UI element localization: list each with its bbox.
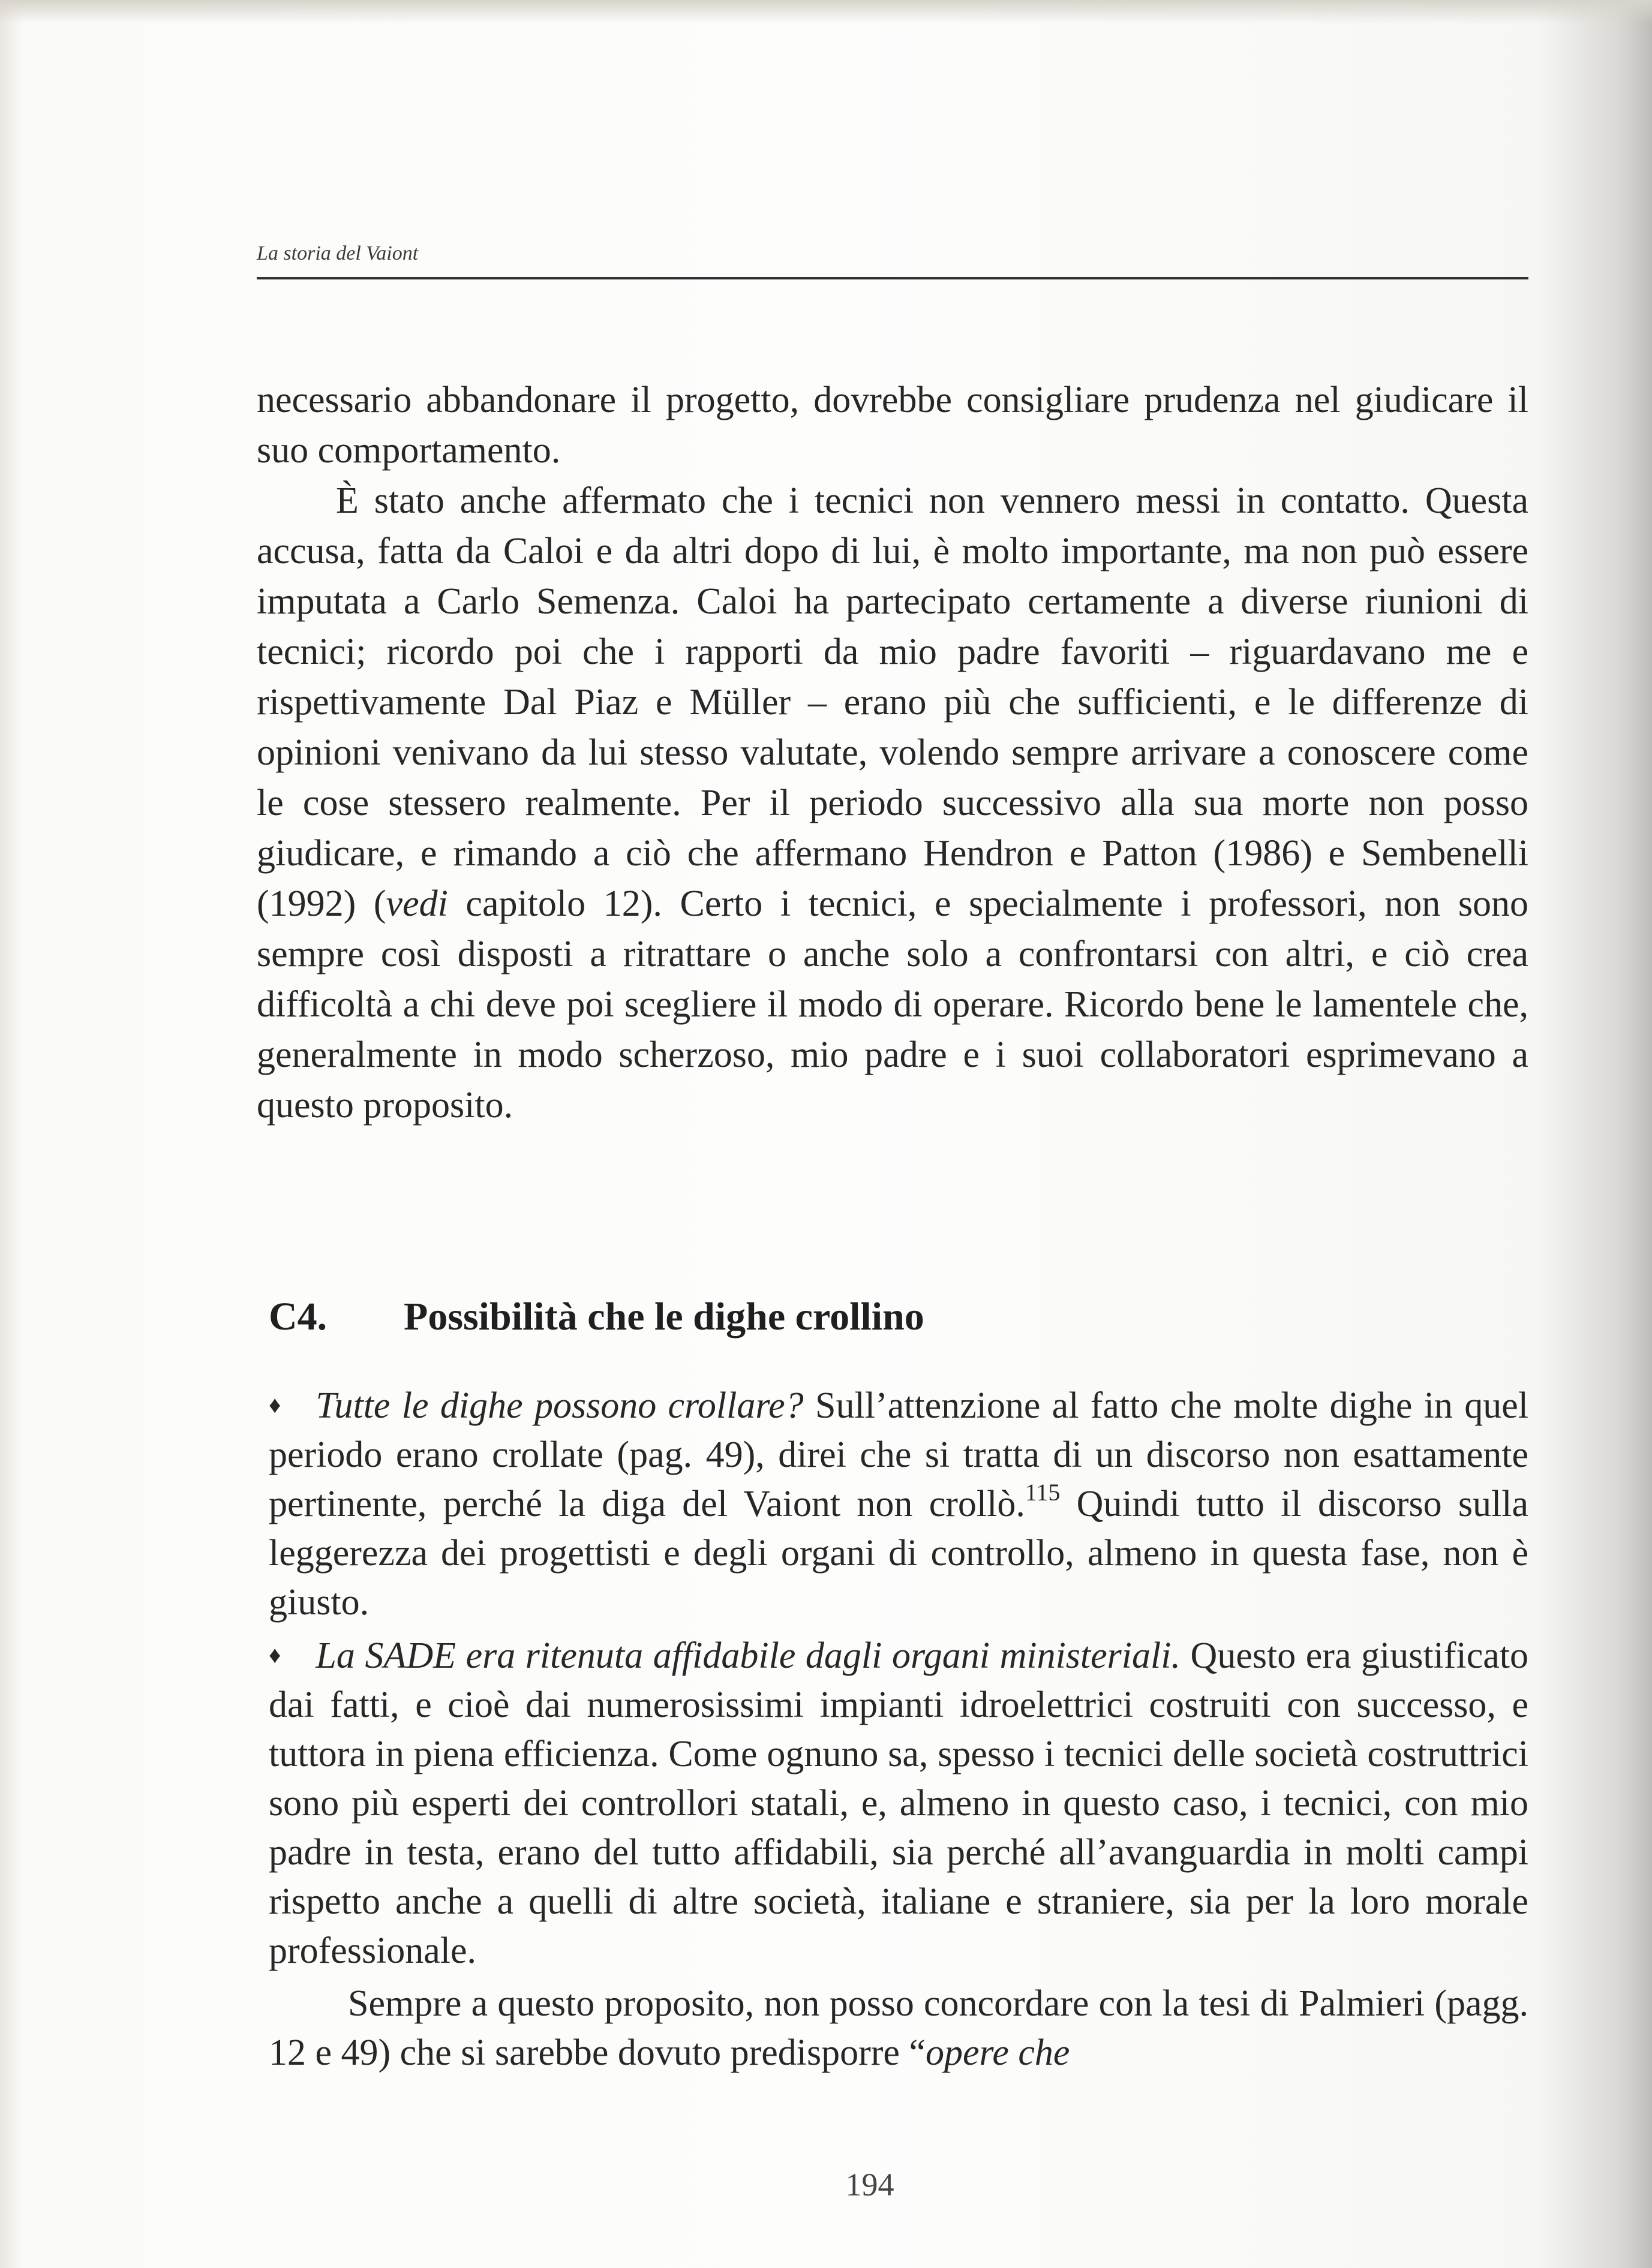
bullet-lead: Tutte le dighe possono crollare? [316, 1385, 804, 1426]
header-rule [257, 277, 1528, 279]
paragraph-text-part: È stato anche affermato che i tecnici non vennero messi in contatto. Questa accusa, fatta da Caloi e da altri dopo di lui, è molto importante, ma non può essere imputata a Carlo Semenza. Caloi ha partecipato certamente a diverse riunioni di tecnici; ricordo poi che i rapporti da mio padre favoriti – riguardavano me e rispettivamente Dal Piaz e Müller – erano più che sufficienti, e le differenze di opinioni venivano da lui stesso valutate, volendo sempre arrivare a conoscere come le cose stessero realmente. Per il periodo successivo alla sua morte non posso giudicare, e rimando a ciò che affermano Hendron e Patton (1986) e Sembenelli (1992) ( [257, 480, 1528, 924]
bullet-text: Quindi tutto il discorso sulla leggerezza dei progettisti e degli organi di controllo, almeno in questa fase, non è giusto. [269, 1484, 1528, 1623]
page-number: 194 [845, 2167, 894, 2203]
section-body [269, 1380, 1528, 2081]
body-text [257, 375, 1528, 1130]
section-title: Possibilità che le dighe crollino [404, 1295, 924, 1338]
section-heading [269, 1294, 1528, 1340]
paragraph-continuation: necessario abbandonare il progetto, dovrebbe consigliare prudenza nel giudicare il suo comportamento. [257, 380, 1528, 471]
paragraph-text-part: Sempre a questo proposito, non posso concordare con la tesi di Palmieri (pagg. 12 e 49) che si sarebbe dovuto predisporre “ [269, 1983, 1528, 2073]
bullet-lead: La SADE era ritenuta affidabile dagli organi ministeriali. [316, 1635, 1181, 1676]
diamond-bullet-icon: ♦ [269, 1641, 281, 1668]
footnote-ref: 115 [1025, 1479, 1061, 1506]
italic-quote: opere che [925, 2032, 1070, 2073]
bullet-item [269, 1380, 1528, 1627]
section-number: C4. [269, 1295, 328, 1338]
italic-vedi: vedi [386, 883, 448, 924]
paragraph-tecnici [257, 476, 1528, 1130]
diamond-bullet-icon: ♦ [269, 1391, 281, 1418]
paragraph-text-part: capitolo 12). Certo i tecnici, e specialmente i professori, non sono sempre così disposti a ritrattare o anche solo a confrontarsi con altri, e ciò crea difficoltà a chi deve poi scegliere il modo di operare. Ricordo bene le lamentele che, generalmente in modo scherzoso, mio padre e i suoi collaboratori esprimevano a questo proposito. [257, 883, 1528, 1126]
bullet-text: Sull’attenzione al fatto che molte dighe in quel periodo erano crollate (pag. 49), direi che si tratta di un discorso non esattamente pertinente, perché la diga del Vaiont non crollò. [269, 1385, 1529, 1524]
running-head: La storia del Vaiont [257, 242, 419, 264]
paragraph-palmieri [269, 1979, 1528, 2077]
bullet-item [269, 1631, 1528, 1975]
bullet-text: Questo era giustificato dai fatti, e cioè dai numerosissimi impianti idroelettrici costruiti con successo, e tuttora in piena efficienza. Come ognuno sa, spesso i tecnici delle società costruttrici sono più esperti dei controllori statali, e, almeno in questo caso, i tecnici, con mio padre in testa, erano del tutto affidabili, sia perché all’avanguardia in molti campi rispetto anche a quelli di altre società, italiane e straniere, sia per la loro morale professionale. [269, 1635, 1528, 1971]
